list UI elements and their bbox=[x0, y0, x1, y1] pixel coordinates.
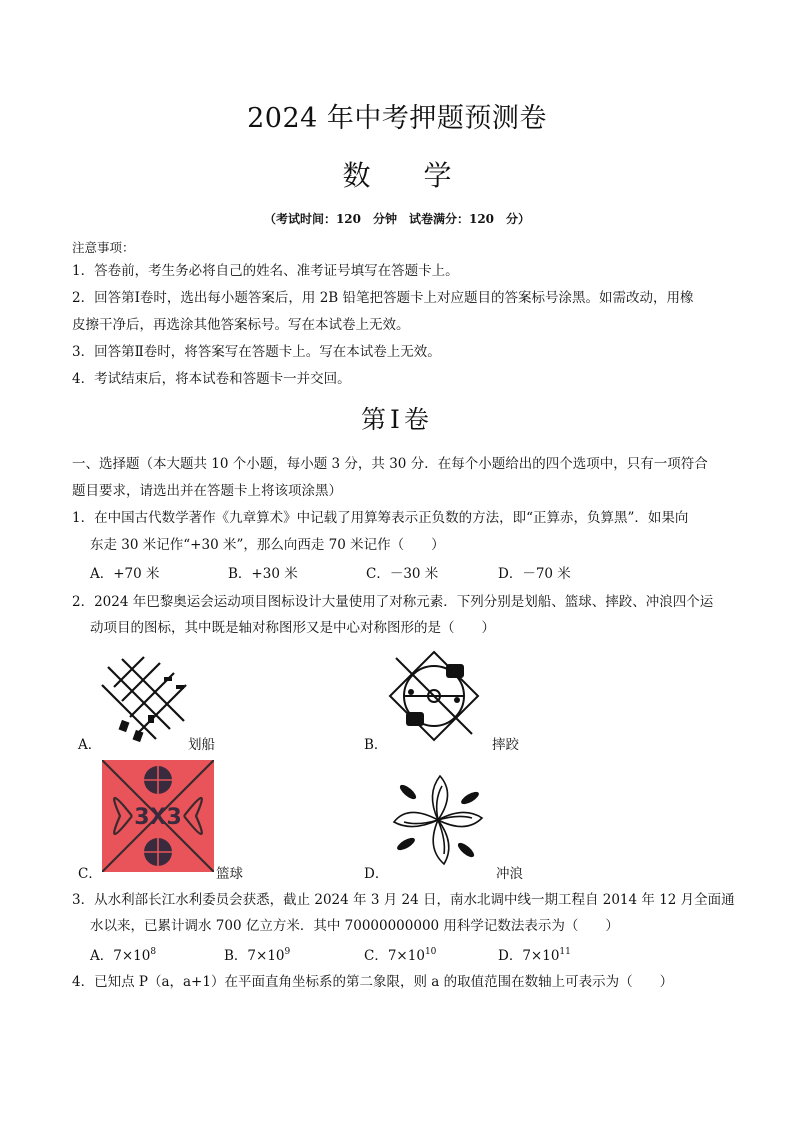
rowing-icon bbox=[100, 655, 190, 745]
q3-option-b bbox=[224, 944, 290, 964]
q3-option-a-exp: 8 bbox=[150, 947, 157, 957]
q3-option-d bbox=[498, 944, 571, 964]
notice-item: 4．考试结束后，将本试卷和答题卡一并交回。 bbox=[72, 371, 351, 387]
q2-option-b-letter: B． bbox=[364, 737, 388, 753]
q3-stem-line1: 3．从水利部长江水利委员会获悉，截止 2024 年 3 月 24 日，南水北调中线一期工程自 2014 年 12 月全面通 bbox=[72, 892, 735, 908]
q2-option-b-caption: 摔跤 bbox=[492, 737, 519, 753]
q3-option-b-base: 7×10 bbox=[247, 948, 285, 964]
q2-option-d-letter: D． bbox=[364, 866, 389, 882]
q3-option-b-letter: B． bbox=[224, 948, 248, 964]
q3-stem-line2: 水以来，已累计调水 700 亿立方米．其中 70000000000 用科学记数法表示为（ ） bbox=[90, 918, 619, 934]
q2-option-a-letter: A． bbox=[78, 737, 102, 753]
section-intro-line1: 一、选择题（本大题共 10 个小题，每小题 3 分，共 30 分．在每个小题给出的四个选项中，只有一项符合 bbox=[72, 456, 708, 472]
basketball-logo-text: 3X3 bbox=[134, 805, 182, 830]
section-intro-line2: 题目要求，请选出并在答题卡上将该项涂黑） bbox=[72, 483, 342, 499]
q2-option-a-caption: 划船 bbox=[188, 737, 215, 753]
q2-option-c-letter: C． bbox=[78, 866, 102, 882]
volume-title: 第Ⅰ卷 bbox=[361, 405, 433, 434]
surfing-icon bbox=[386, 770, 490, 870]
q3-option-c-exp: 10 bbox=[424, 947, 437, 957]
q3-option-a-letter: A． bbox=[90, 948, 114, 964]
basketball-3x3-icon bbox=[102, 760, 214, 872]
notice-heading: 注意事项： bbox=[72, 240, 135, 255]
q1-option-b: B．+30 米 bbox=[228, 566, 298, 582]
wrestling-icon bbox=[386, 648, 482, 744]
q2-stem-line1: 2．2024 年巴黎奥运会运动项目图标设计大量使用了对称元素．下列分别是划船、篮球、摔跤、冲浪四个运 bbox=[72, 594, 714, 610]
q2-option-c-caption: 篮球 bbox=[216, 866, 243, 882]
notice-item: 2．回答第Ⅰ卷时，选出每小题答案后，用 2B 铅笔把答题卡上对应题目的答案标号涂黑。如需改动，用橡 bbox=[72, 290, 694, 306]
q3-option-a bbox=[90, 944, 156, 964]
q1-stem-line1: 1．在中国古代数学著作《九章算术》中记载了用算筹表示正负数的方法，即“正算赤，负算黑”．如果向 bbox=[72, 510, 689, 526]
notice-item: 1．答卷前，考生务必将自己的姓名、准考证号填写在答题卡上。 bbox=[72, 263, 459, 279]
q3-option-d-exp: 11 bbox=[559, 947, 571, 957]
q1-option-a: A．+70 米 bbox=[90, 566, 160, 582]
q3-option-b-exp: 9 bbox=[284, 947, 291, 957]
q3-option-d-letter: D． bbox=[498, 948, 523, 964]
subject-title: 数 学 bbox=[342, 159, 474, 192]
q1-option-c: C．－30 米 bbox=[366, 566, 439, 582]
q2-option-d-caption: 冲浪 bbox=[496, 866, 523, 882]
q3-option-c bbox=[364, 944, 436, 964]
q3-option-c-letter: C． bbox=[364, 948, 388, 964]
notice-item: 皮擦干净后，再选涂其他答案标号。写在本试卷上无效。 bbox=[72, 317, 410, 333]
exam-info: （考试时间：120 分钟 试卷满分：120 分） bbox=[263, 212, 531, 226]
q4-stem-line1: 4．已知点 P（a，a+1）在平面直角坐标系的第二象限，则 a 的取值范围在数轴上可表示为（ ） bbox=[72, 974, 674, 990]
q3-option-c-base: 7×10 bbox=[387, 948, 425, 964]
q2-stem-line2: 动项目的图标，其中既是轴对称图形又是中心对称图形的是（ ） bbox=[90, 620, 495, 636]
q3-option-d-base: 7×10 bbox=[522, 948, 560, 964]
notice-item: 3．回答第Ⅱ卷时，将答案写在答题卡上。写在本试卷上无效。 bbox=[72, 344, 441, 360]
q3-option-a-base: 7×10 bbox=[113, 948, 151, 964]
exam-title: 2024 年中考押题预测卷 bbox=[247, 103, 547, 134]
q1-stem-line2: 东走 30 米记作“+30 米”，那么向西走 70 米记作（ ） bbox=[90, 537, 445, 553]
q1-option-d: D．－70 米 bbox=[498, 566, 571, 582]
